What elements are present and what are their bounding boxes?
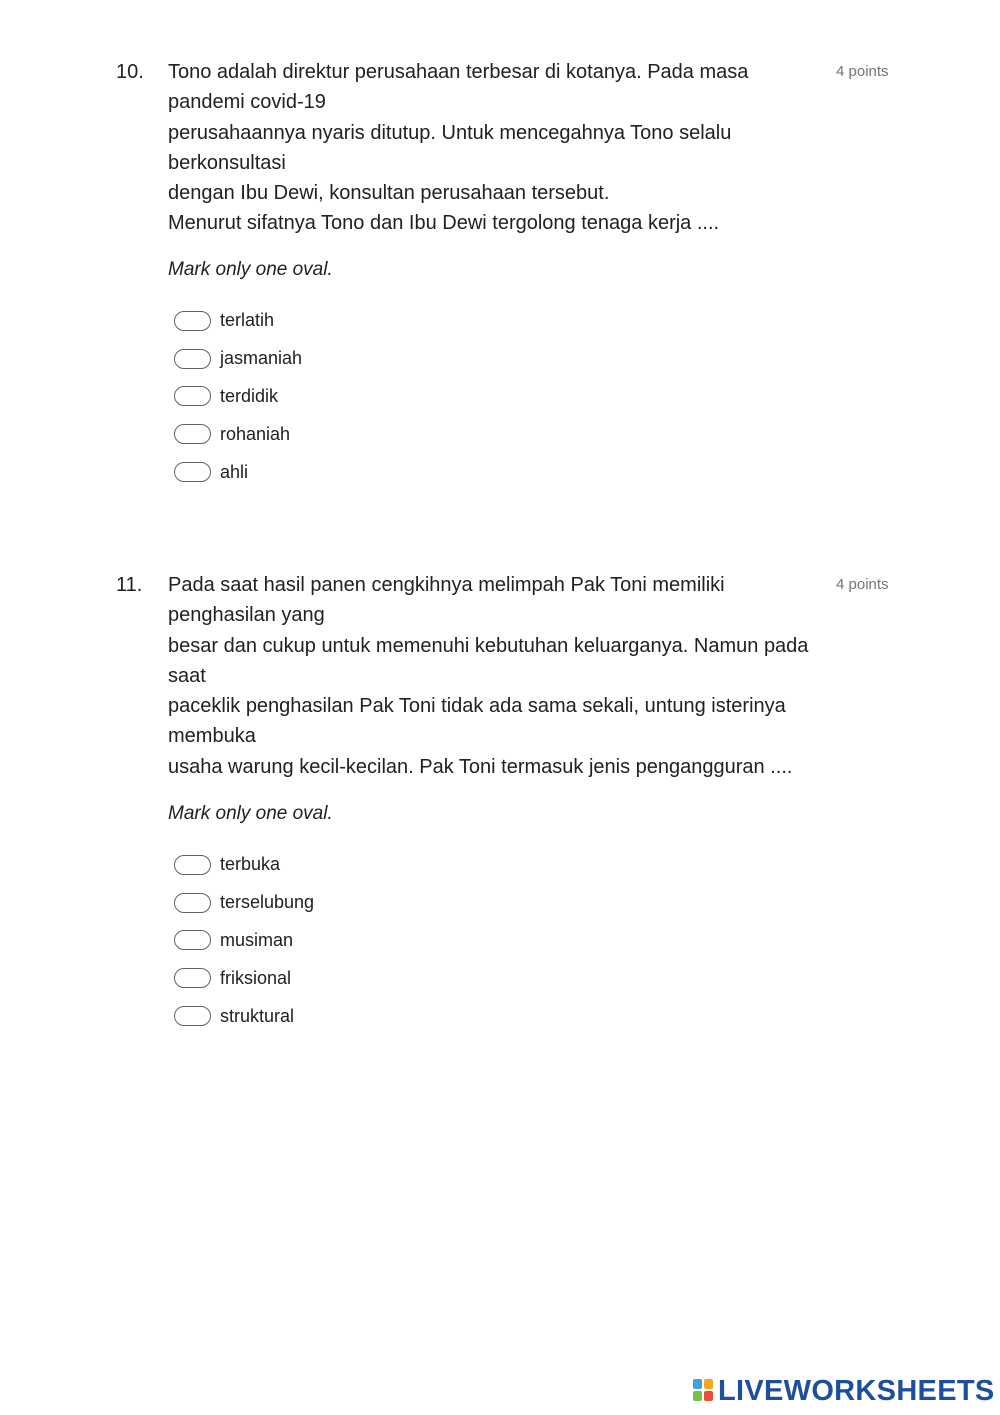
option-jasmaniah[interactable] [174,340,302,378]
question-text-line: perusahaannya nyaris ditutup. Untuk mencegahnya Tono selalu [168,121,732,144]
radio-oval[interactable] [174,930,211,950]
option-label: terdidik [220,385,279,406]
option-label: terselubung [220,892,315,913]
question-text-line: berkonsultasi [168,151,286,174]
option-terlatih[interactable] [174,302,302,340]
question-text [168,570,828,782]
radio-oval[interactable] [174,1006,211,1026]
question-text-line: membuka [168,725,256,748]
option-label: terbuka [220,854,281,875]
logo-wordmark: LIVEWORKSHEETS [718,1375,995,1407]
option-label: friksional [220,967,292,988]
option-label: jasmaniah [220,348,303,369]
radio-oval[interactable] [174,311,211,331]
logo-block [693,1379,702,1389]
option-friksional[interactable] [174,959,314,997]
radio-oval[interactable] [174,855,211,875]
radio-oval[interactable] [174,893,211,913]
logo-blocks-icon [693,1379,714,1403]
options-list [174,846,314,1035]
question-text-line: pandemi covid-19 [168,91,326,114]
option-label: ahli [220,461,249,482]
liveworksheets-logo [693,1376,995,1406]
question-text-line: paceklik penghasilan Pak Toni tidak ada sama sekali, untung isterinya [168,695,786,718]
question-text-line: Menurut sifatnya Tono dan Ibu Dewi tergolong tenaga kerja .... [168,212,720,235]
question-text-line: Tono adalah direktur perusahaan terbesar di kotanya. Pada masa [168,61,749,83]
radio-oval[interactable] [174,462,211,482]
radio-oval[interactable] [174,424,211,444]
option-rohaniah[interactable] [174,415,302,453]
logo-block [704,1379,713,1389]
logo-block [693,1391,702,1401]
question-text-line: dengan Ibu Dewi, konsultan perusahaan tersebut. [168,182,610,205]
option-ahli[interactable] [174,453,302,491]
radio-oval[interactable] [174,386,211,406]
option-terdidik[interactable] [174,378,302,416]
question-text-line: saat [168,664,206,687]
question-text [168,57,828,239]
question-text-line: penghasilan yang [168,604,325,627]
options-list [174,302,302,491]
radio-oval[interactable] [174,349,211,369]
option-struktural[interactable] [174,997,314,1035]
option-label: rohaniah [220,423,291,444]
option-label: struktural [220,1005,295,1026]
option-terbuka[interactable] [174,846,314,884]
question-number: 10. [116,61,144,83]
question-instruction: Mark only one oval. [168,803,333,824]
option-label: terlatih [220,310,275,331]
option-label: musiman [220,929,294,950]
option-terselubung[interactable] [174,884,314,922]
logo-block [704,1391,713,1401]
question-text-line: usaha warung kecil-kecilan. Pak Toni termasuk jenis pengangguran .... [168,755,793,778]
question-text-line: besar dan cukup untuk memenuhi kebutuhan keluarganya. Namun pada [168,634,809,657]
question-points: 4 points [836,63,889,80]
option-musiman[interactable] [174,922,314,960]
question-number: 11. [116,574,143,596]
question-instruction: Mark only one oval. [168,259,333,280]
question-points: 4 points [836,576,889,593]
question-text-line: Pada saat hasil panen cengkihnya melimpah Pak Toni memiliki [168,574,725,596]
radio-oval[interactable] [174,968,211,988]
